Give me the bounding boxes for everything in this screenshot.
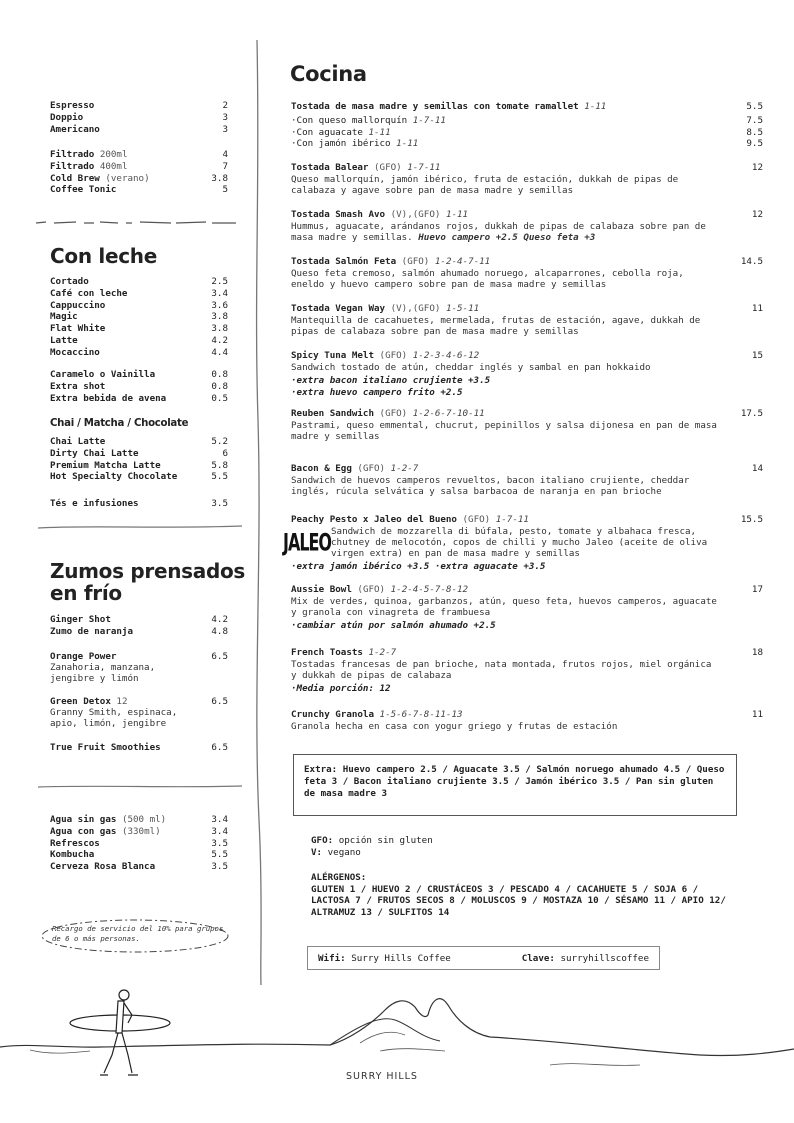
dashed-divider <box>36 218 241 228</box>
menu-item-reuben-sandwich: Reuben Sandwich (GFO) 1-2-6-7-10-11 17.5 Pastrami, queso emmental, chucrut, pepinillos y salsa dijonesa en pan de masa madre y semillas <box>291 408 763 442</box>
green-detox-desc: Granny Smith, espinaca, apio, limón, jengibre <box>50 707 178 729</box>
item-desc: Sandwich de huevos camperos revueltos, bacon italiano crujiente, cheddar inglés, rúcula selvática y salsa barbacoa de naranja en pan brioche <box>291 475 690 497</box>
surfer-icon <box>70 990 170 1075</box>
svg-text:JALEO: JALEO <box>282 528 332 557</box>
menu-item: Zumo de naranja 4.8 <box>50 625 228 637</box>
menu-item: Ginger Shot 4.2 <box>50 614 228 625</box>
item-desc: Hummus, aguacate, arándanos rojos, dukkah de pipas de calabaza sobre pan de masa madre y semillas. Huevo campero +2.5 Queso feta +3 <box>291 221 706 243</box>
item-desc: Queso mallorquín, jamón ibérico, fruta de estación, dukkah de pipas de calabaza y agave sobre pan de masa madre y semillas <box>291 174 679 196</box>
item-desc: Mantequilla de cacahuetes, mermelada, frutas de estación, agave, dukkah de pipas de calabaza sobre pan de masa madre y semillas <box>291 315 701 337</box>
menu-item-tostada-tomate: Tostada de masa madre y semillas con tomate ramallet 1-11 5.5 ·Con queso mallorquín 1-7-11 7.5 ·Con aguacate 1-11 8.5 ·Con jamón ibérico 1-11 9.5 <box>291 101 763 149</box>
menu-item-bacon-egg: Bacon & Egg (GFO) 1-2-7 14 Sandwich de huevos camperos revueltos, bacon italiano crujiente, cheddar inglés, rúcula selvática y salsa barbacoa de naranja en pan brioche <box>291 463 763 497</box>
tostada-option: ·Con aguacate 1-11 8.5 <box>291 126 763 138</box>
item-extra: ·cambiar atún por salmón ahumado +2.5 <box>291 620 496 631</box>
item-desc: Pastrami, queso emmental, chucrut, pepinillos y salsa dijonesa en pan de masa madre y semillas <box>291 420 717 442</box>
item-desc: Granola hecha en casa con yogur griego y frutas de estación <box>291 721 618 732</box>
menu-item-tes: Tés e infusiones 3.5 <box>50 498 228 509</box>
item-desc: Tostadas francesas de pan brioche, nata montada, frutos rojos, miel orgánica y dukkah de pipas de calabaza <box>291 659 712 681</box>
tostada-option: ·Con jamón ibérico 1-11 9.5 <box>291 138 763 149</box>
menu-item-orange-power: Orange Power 6.5 <box>50 651 228 662</box>
item-extra: ·extra huevo campero frito +2.5 <box>291 387 463 398</box>
menu-item: Cerveza Rosa Blanca 3.5 <box>50 861 228 873</box>
tostada-option: ·Con queso mallorquín 1-7-11 7.5 <box>291 115 763 126</box>
menu-item-aussie-bowl: Aussie Bowl (GFO) 1-2-4-5-7-8-12 17 Mix de verdes, quinoa, garbanzos, atún, queso feta, huevos camperos, aguacate y granola con vinagreta de frambuesa ·cambiar atún por salmón ahumado +2.5 <box>291 584 763 631</box>
allergens: ALÉRGENOS: GLUTEN 1 / HUEVO 2 / CRUSTÁCEOS 3 / PESCADO 4 / CACAHUETE 5 / SOJA 6 / LACTOSA 7 / FRUTOS SECOS 8 / MOLUSCOS 9 / MOSTAZA 10 / SÉSAMO 11 / APIO 12/ ALTRAMUZ 13 / SULFITOS 14 <box>311 872 726 918</box>
menu-item-tostada-salm-n-feta: Tostada Salmón Feta (GFO) 1-2-4-7-11 14.5 Queso feta cremoso, salmón ahumado noruego, alcaparrones, cebolla roja, eneldo y huevo campero sobre pan de masa madre y semillas <box>291 256 763 290</box>
menu-item: Cold Brew (verano) 3.8 <box>50 172 228 184</box>
item-desc: Sandwich tostado de atún, cheddar inglés y sambal en pan hokkaido <box>291 362 651 373</box>
brand-name: SURRY HILLS <box>346 1071 418 1082</box>
menu-item: Cortado 2.5 <box>50 276 228 287</box>
jaleo-logo <box>282 528 332 557</box>
menu-item: Caramelo o Vainilla 0.8 <box>50 369 228 380</box>
menu-item: Hot Specialty Chocolate 5.5 <box>50 471 228 483</box>
item-extra: ·extra jamón ibérico +3.5 ·extra aguacate +3.5 <box>291 561 546 572</box>
extra-box: Extra: Huevo campero 2.5 / Aguacate 3.5 / Salmón noruego ahumado 4.5 / Queso feta 3 / Bacon italiano crujiente 3.5 / Jamón ibérico 3.5 / Pan sin gluten de masa madre 3 <box>293 754 737 816</box>
menu-item: Cappuccino 3.6 <box>50 299 228 311</box>
item-desc: Sandwich de mozzarella di búfala, pesto, tomate y albahaca fresca, chutney de melocotón, copos de chilli y mucho Jaleo (aceite de oliva virgen extra) en pan de masa madre y semillas <box>331 526 708 559</box>
menu-item: Magic 3.8 <box>50 311 228 323</box>
zumos-title: Zumos prensados en frío <box>50 559 246 605</box>
legend: GFO: opción sin gluten V: vegano <box>311 835 433 858</box>
menu-item: Americano 3 <box>50 123 228 135</box>
menu-item-green-detox: Green Detox 12 6.5 <box>50 696 228 707</box>
menu-item: Agua sin gas (500 ml) 3.4 <box>50 814 228 825</box>
menu-item: Café con leche 3.4 <box>50 287 228 299</box>
section-divider <box>38 522 243 532</box>
menu-item: Coffee Tonic 5 <box>50 184 228 196</box>
cocina-title: Cocina <box>290 62 367 86</box>
menu-item: Espresso 2 <box>50 100 228 111</box>
menu-item: Extra bebida de avena 0.5 <box>50 392 228 404</box>
con-leche-title: Con leche <box>50 244 157 268</box>
menu-item: Dirty Chai Latte 6 <box>50 447 228 459</box>
item-extra: ·extra bacon italiano crujiente +3.5 <box>291 375 491 386</box>
item-desc: Queso feta cremoso, salmón ahumado noruego, alcaparrones, cebolla roja, eneldo y huevo campero sobre pan de masa madre y semillas <box>291 268 684 290</box>
menu-item: Premium Matcha Latte 5.8 <box>50 459 228 471</box>
menu-item-peachy-pesto-x-jaleo-del-bueno: Peachy Pesto x Jaleo del Bueno (GFO) 1-7-11 15.5 Sandwich de mozzarella di búfala, pesto, tomate y albahaca fresca, chutney de melocotón, copos de chilli y mucho Jaleo (aceite de oliva virgen extra) en pan de masa madre y semillas ·extra jamón ibérico +3.5 ·extra aguacate +3.5 <box>291 514 763 572</box>
surcharge-note: Recargo de servicio del 10% para grupos de 6 o más personas. <box>40 918 230 954</box>
menu-item: Mocaccino 4.4 <box>50 346 228 358</box>
menu-item: Doppio 3 <box>50 111 228 123</box>
menu-item: Chai Latte 5.2 <box>50 436 228 447</box>
menu-item-smoothies: True Fruit Smoothies 6.5 <box>50 742 228 753</box>
menu-item: Agua con gas (330ml) 3.4 <box>50 825 228 837</box>
menu-item: Filtrado 400ml 7 <box>50 160 228 172</box>
menu-item: Extra shot 0.8 <box>50 380 228 392</box>
menu-item: Latte 4.2 <box>50 335 228 346</box>
menu-item-crunchy-granola: Crunchy Granola 1-5-6-7-8-11-13 11 Granola hecha en casa con yogur griego y frutas de estación <box>291 709 763 732</box>
wifi-box: Wifi: Surry Hills Coffee Clave: surryhillscoffee <box>307 946 660 970</box>
item-extra: ·Media porción: 12 <box>291 683 391 694</box>
orange-power-desc: Zanahoria, manzana, jengibre y limón <box>50 662 156 684</box>
menu-item: Refrescos 3.5 <box>50 837 228 849</box>
menu-item: Filtrado 200ml 4 <box>50 149 228 160</box>
item-desc: Mix de verdes, quinoa, garbanzos, atún, queso feta, huevos camperos, aguacate y granola con vinagreta de frambuesa <box>291 596 717 618</box>
menu-item-tostada-vegan-way: Tostada Vegan Way (V),(GFO) 1-5-11 11 Mantequilla de cacahuetes, mermelada, frutas de estación, agave, dukkah de pipas de calabaza sobre pan de masa madre y semillas <box>291 303 763 337</box>
menu-item: Flat White 3.8 <box>50 323 228 335</box>
chai-title: Chai / Matcha / Chocolate <box>50 418 189 429</box>
section-divider-2 <box>38 782 243 792</box>
menu-item-spicy-tuna-melt: Spicy Tuna Melt (GFO) 1-2-3-4-6-12 15 Sandwich tostado de atún, cheddar inglés y sambal en pan hokkaido ·extra bacon italiano crujiente +3.5 ·extra huevo campero frito +2.5 <box>291 350 763 398</box>
menu-item: Kombucha 5.5 <box>50 849 228 861</box>
column-divider <box>250 40 280 985</box>
menu-item-tostada-smash-avo: Tostada Smash Avo (V),(GFO) 1-11 12 Hummus, aguacate, arándanos rojos, dukkah de pipas de calabaza sobre pan de masa madre y semillas. Huevo campero +2.5 Queso feta +3 <box>291 209 763 243</box>
menu-item-french-toasts: French Toasts 1-2-7 18 Tostadas francesas de pan brioche, nata montada, frutos rojos, miel orgánica y dukkah de pipas de calabaza ·Media porción: 12 <box>291 647 763 694</box>
menu-item-tostada-balear: Tostada Balear (GFO) 1-7-11 12 Queso mallorquín, jamón ibérico, fruta de estación, dukkah de pipas de calabaza y agave sobre pan de masa madre y semillas <box>291 162 763 196</box>
